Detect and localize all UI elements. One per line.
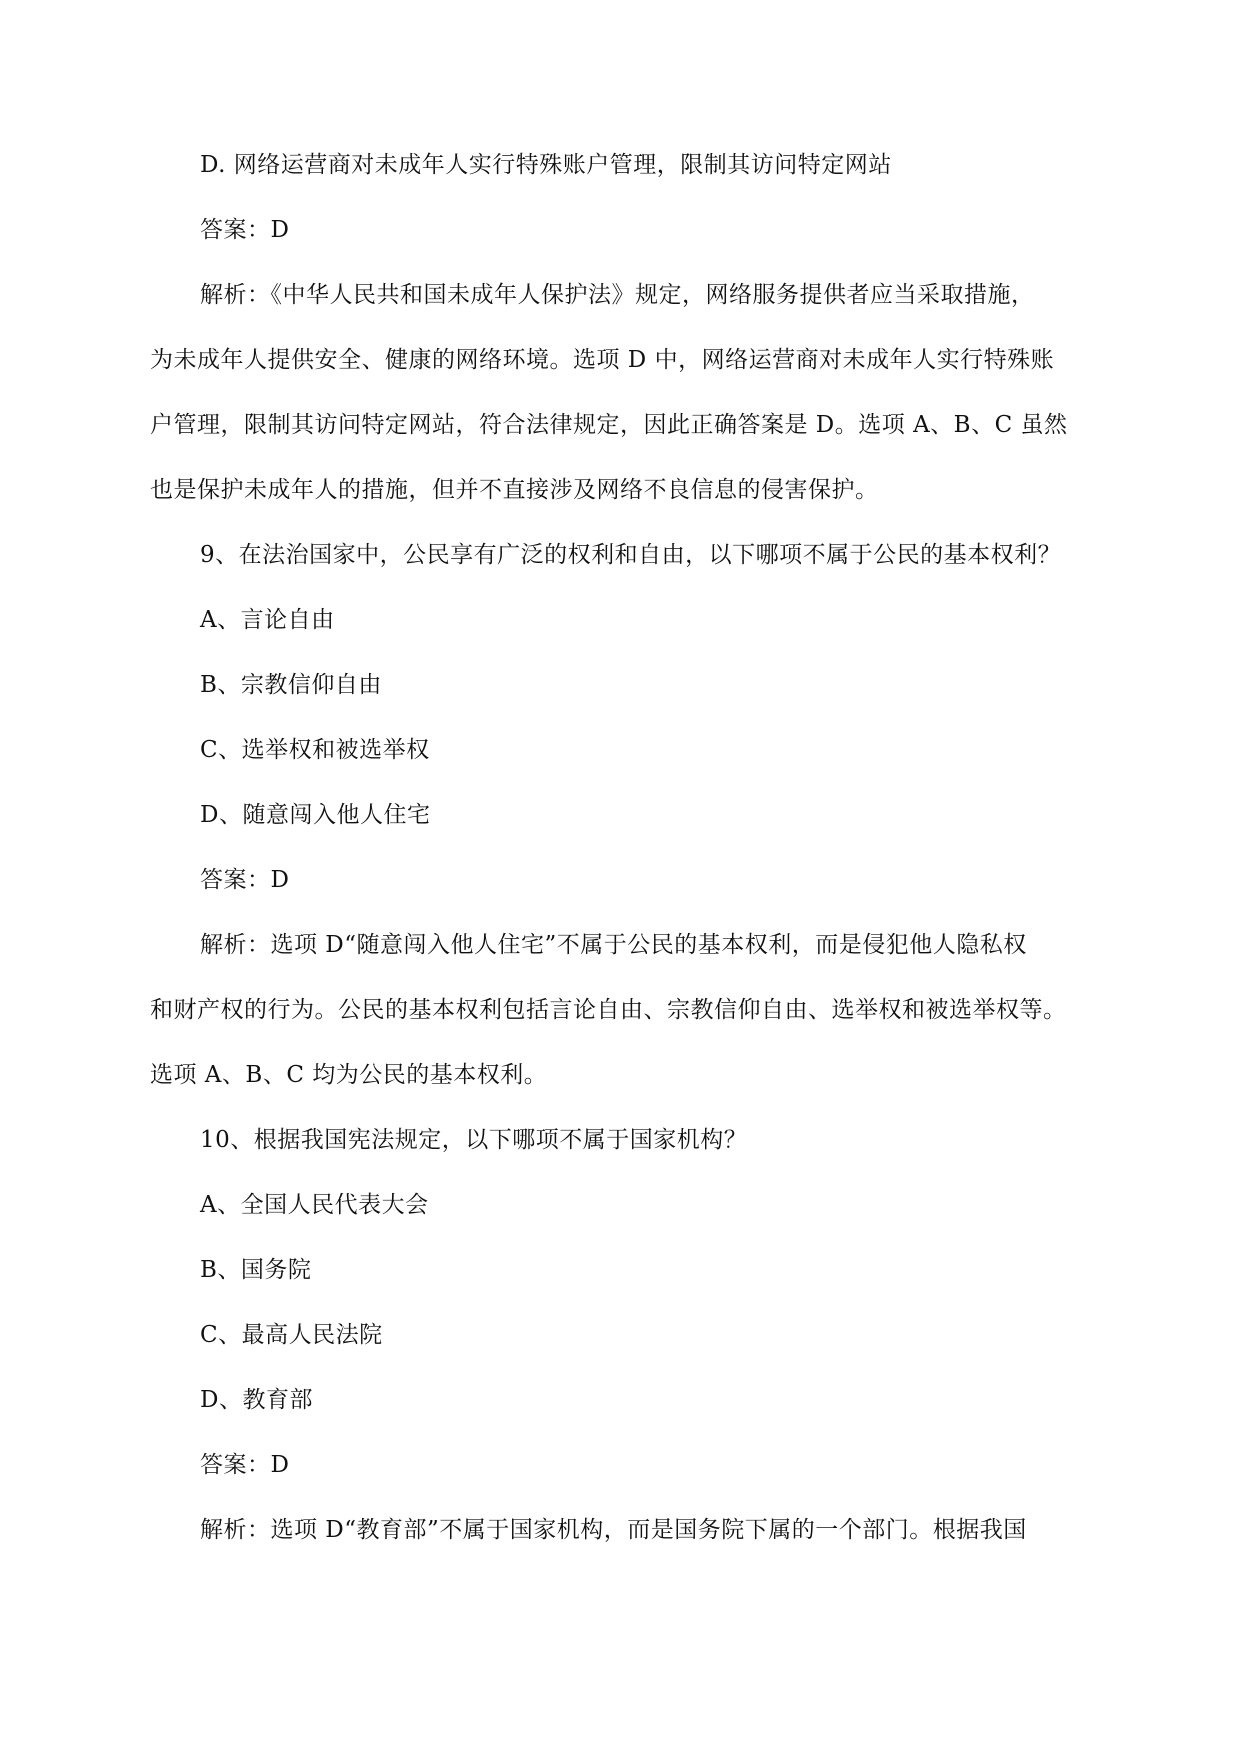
option-d: D、随意闯入他人住宅 xyxy=(200,802,431,828)
answer-line: 答案：D xyxy=(200,1452,290,1478)
explanation-line: 为未成年人提供安全、健康的网络环境。选项 D 中，网络运营商对未成年人实行特殊账 xyxy=(150,347,1055,373)
option-c: C、选举权和被选举权 xyxy=(200,737,430,763)
explanation-line: 也是保护未成年人的措施，但并不直接涉及网络不良信息的侵害保护。 xyxy=(150,477,879,503)
answer-line: 答案：D xyxy=(200,867,290,893)
explanation-line: 解析：选项 D“随意闯入他人住宅”不属于公民的基本权利，而是侵犯他人隐私权 xyxy=(200,932,1027,958)
question-10: 10、根据我国宪法规定，以下哪项不属于国家机构？ xyxy=(200,1127,748,1153)
option-a: A、全国人民代表大会 xyxy=(200,1192,429,1218)
question-9: 9、在法治国家中，公民享有广泛的权利和自由，以下哪项不属于公民的基本权利？ xyxy=(200,542,1062,568)
option-d-text: D. 网络运营商对未成年人实行特殊账户管理，限制其访问特定网站 xyxy=(200,152,892,178)
explanation-line: 解析：《中华人民共和国未成年人保护法》规定，网络服务提供者应当采取措施， xyxy=(200,282,1035,308)
option-b: B、宗教信仰自由 xyxy=(200,672,382,698)
option-a: A、言论自由 xyxy=(200,607,335,633)
explanation-line: 和财产权的行为。公民的基本权利包括言论自由、宗教信仰自由、选举权和被选举权等。 xyxy=(150,997,1067,1023)
option-c: C、最高人民法院 xyxy=(200,1322,383,1348)
explanation-line: 户管理，限制其访问特定网站，符合法律规定，因此正确答案是 D。选项 A、B、C 虽然 xyxy=(150,412,1068,438)
explanation-line: 解析：选项 D“教育部”不属于国家机构，而是国务院下属的一个部门。根据我国 xyxy=(200,1517,1027,1543)
explanation-line: 选项 A、B、C 均为公民的基本权利。 xyxy=(150,1062,548,1088)
option-b: B、国务院 xyxy=(200,1257,312,1283)
answer-line: 答案：D xyxy=(200,217,290,243)
option-d: D、教育部 xyxy=(200,1387,313,1413)
